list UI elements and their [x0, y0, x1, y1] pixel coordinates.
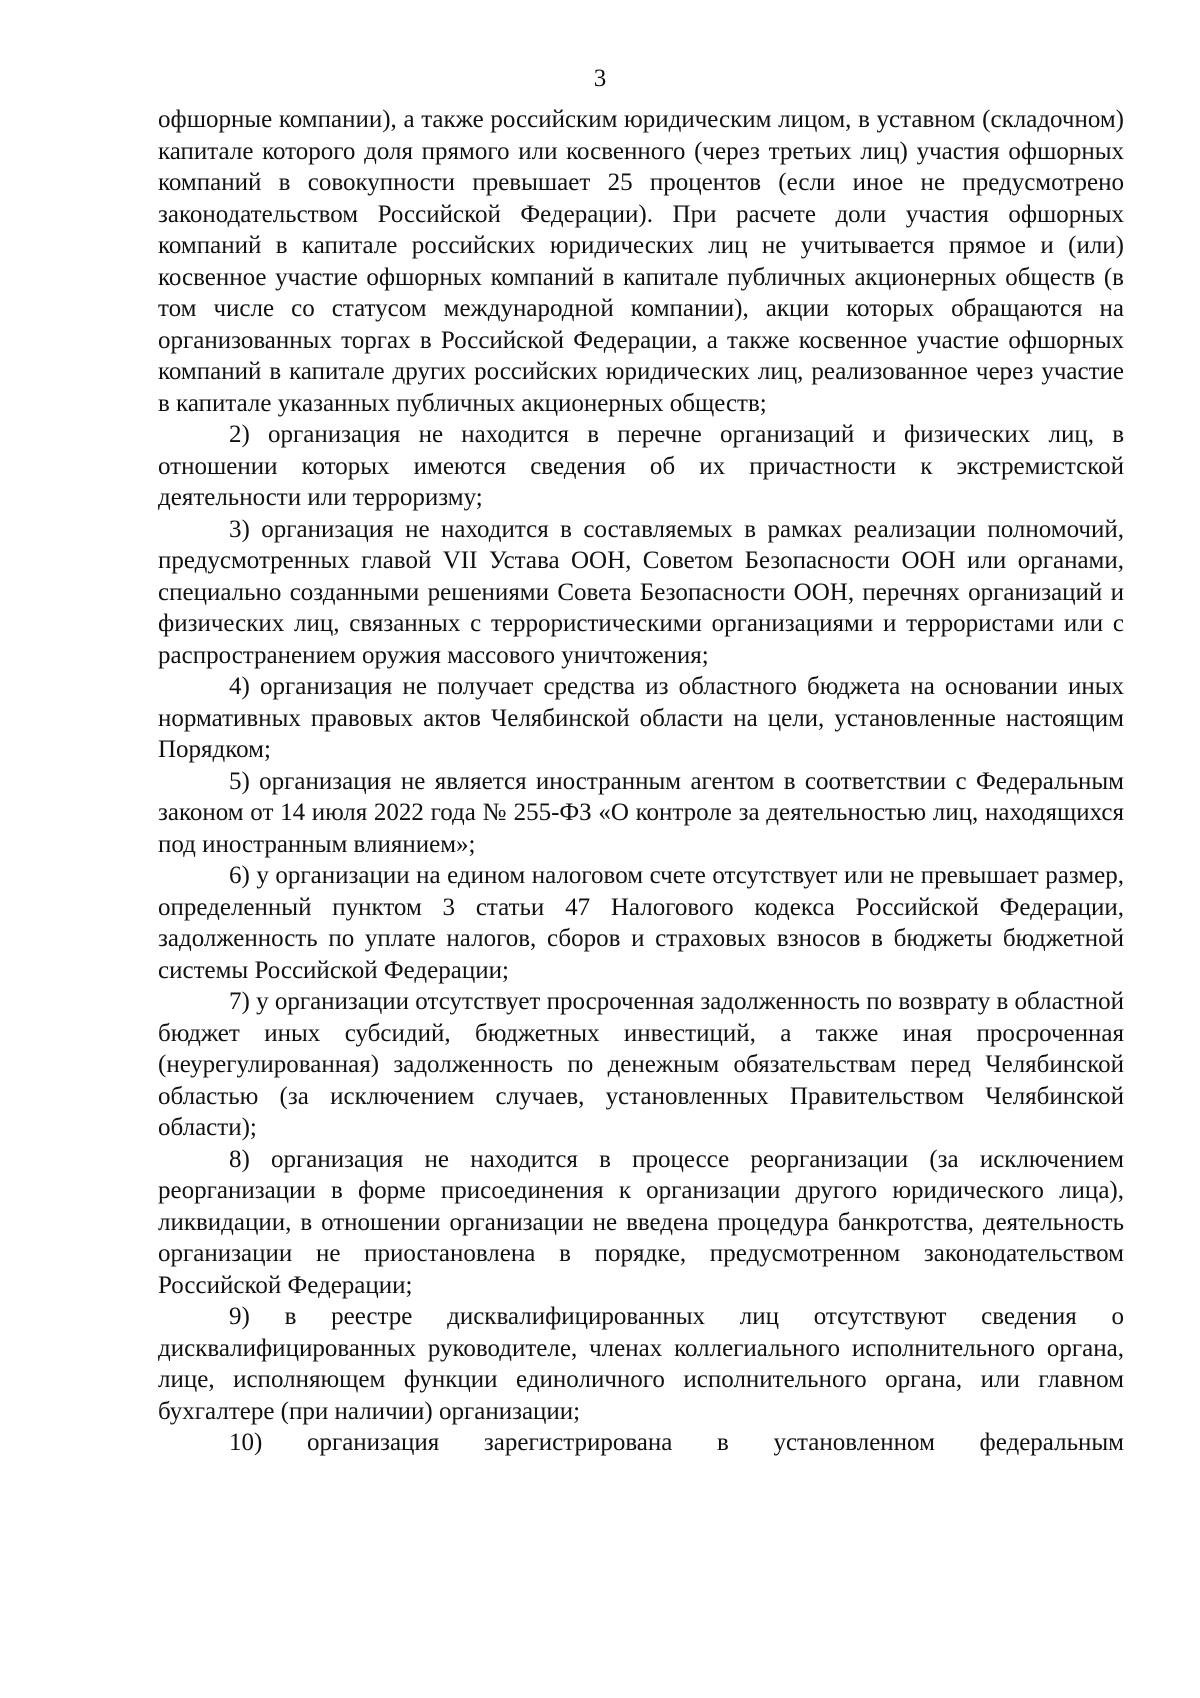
paragraph-item-4: 4) организация не получает средства из областного бюджета на основании иных нормативных правовых актов Челябинской области на цели, установленные настоящим Порядком;: [158, 673, 1124, 763]
paragraph-item-2: 2) организация не находится в перечне организаций и физических лиц, в отношении которых имеются сведения об их причастности к экстремистской деятельности или терроризму;: [158, 421, 1124, 511]
paragraph-item-6: 6) у организации на едином налоговом счете отсутствует или не превышает размер, определенный пунктом 3 статьи 47 Налогового кодекса Российской Федерации, задолженность по уплате налогов, сборов и страховых взносов в бюджеты бюджетной системы Российской Федерации;: [158, 862, 1124, 984]
paragraph-item-3: 3) организация не находится в составляемых в рамках реализации полномочий, предусмотренных главой VII Устава ООН, Советом Безопасности ООН или органами, специально созданными решениями Совета Безопасности ООН, перечнях организаций и физических лиц, связанных с террористическими организациями и террористами или с распространением оружия массового уничтожения;: [158, 515, 1124, 669]
paragraph-item-7: 7) у организации отсутствует просроченная задолженность по возврату в областной бюджет иных субсидий, бюджетных инвестиций, а также иная просроченная (неурегулированная) задолженность по денежным обязательствам перед Челябинской областью (за исключением случаев, установленных Правительством Челябинской области);: [158, 988, 1124, 1141]
paragraph-item-8: 8) организация не находится в процессе реорганизации (за исключением реорганизации в форме присоединения к организации другого юридического лица), ликвидации, в отношении организации не введена процедура банкротства, деятельность организации не приостановлена в порядке, предусмотренном законодательством Российской Федерации;: [158, 1145, 1124, 1299]
paragraph-item-9: 9) в реестре дисквалифицированных лиц отсутствуют сведения о дисквалифицированных руководителе, членах коллегиального исполнительного органа, лице, исполняющем функции единоличного исполнительного органа, или главном бухгалтере (при наличии) организации;: [158, 1303, 1124, 1425]
paragraph-offshore-continuation: офшорные компании), а также российским юридическим лицом, в уставном (складочном) капитале которого доля прямого или косвенного (через третьих лиц) участия офшорных компаний в совокупности превышает 25 процентов (если иное не предусмотрено законодательством Российской Федерации). При расчете доли участия офшорных компаний в капитале российских юридических лиц не учитывается прямое и (или) косвенное участие офшорных компаний в капитале публичных акционерных обществ (в том числе со статусом международной компании), акции которых обращаются на организованных торгах в Российской Федерации, а также косвенное участие офшорных компаний в капитале других российских юридических лиц, реализованное через участие в капитале указанных публичных акционерных обществ;: [158, 106, 1124, 417]
document-body: [158, 104, 1124, 1459]
paragraph-item-5: 5) организация не является иностранным агентом в соответствии с Федеральным законом от 14 июля 2022 года № 255-ФЗ «О контроле за деятельностью лиц, находящихся под иностранным влиянием»;: [158, 767, 1124, 858]
page-number: 3: [593, 65, 607, 92]
paragraph-item-10: 10) организация зарегистрирована в установленном федеральным: [229, 1429, 1124, 1456]
